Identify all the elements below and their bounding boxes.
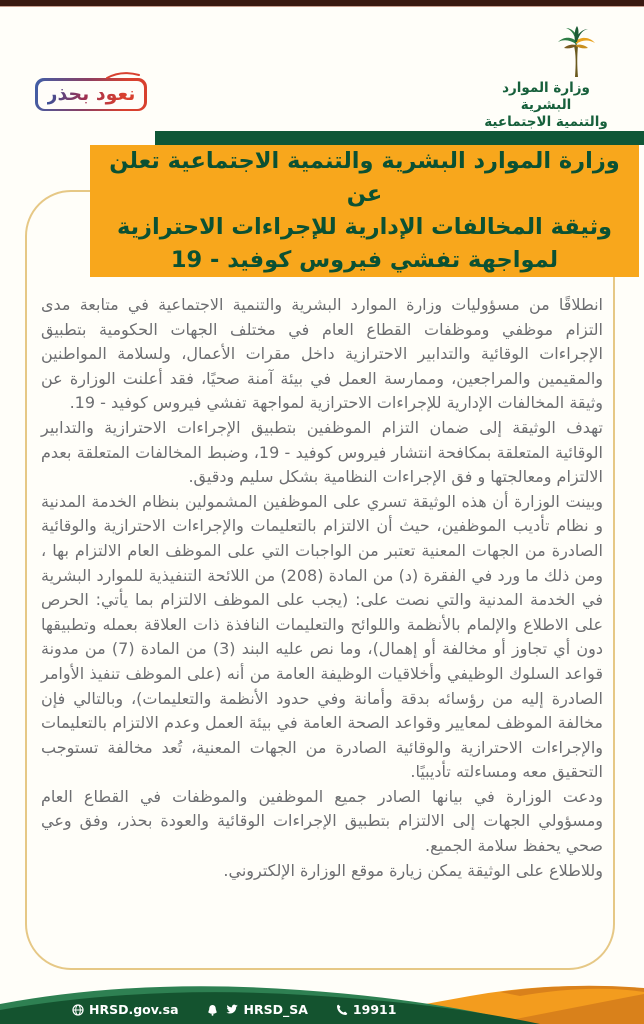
top-border-bar — [0, 0, 644, 7]
paragraph-scope: وبينت الوزارة أن هذه الوثيقة تسري على الموظفين المشمولين بنظام الخدمة المدنية و نظام تأديب الموظفين، حيث أن الالتزام بالتعليمات والإجراءات الاحترازية والوقائية الصادرة من الجهات المعنية تعتبر من الواجبات التي على الموظف العام الالتزام بها ، ومن ذلك ما ورد في الفقرة (د) من المادة (208) من اللائحة التنفيذية للموارد البشرية في الخدمة المدنية والتي نصت على: (يجب على الموظف الالتزام بما يأتي: الحرص على الاطلاع والإلمام بالأنظمة واللوائح والتعليمات النافذة ذات العلاقة بعمله وتطبيقها دون أي تجاوز أو مخالفة أو إهمال)، وما نص عليه البند (3) من المادة (7) من مدونة قواعد السلوك الوظيفي وأخلاقيات الوظيفة العامة من أنه (على الموظف تنفيذ الأوامر الصادرة إليه من رؤسائه بدقة وأمانة وفي حدود الأنظمة والتعليمات)، وبالتالي فإن مخالفة الموظف لمعايير وقواعد الصحة العامة في بيئة العمل وعدم الالتزام بالتعليمات والإجراءات الاحترازية والوقائية الصادرة من الجهات المعنية، تُعد مخالفة تستوجب التحقيق معه ومساءلته تأديبيًا. — [41, 491, 603, 782]
title-line-3: لمواجهة تفشي فيروس كوفيد - 19 — [170, 247, 559, 273]
announcement-body — [41, 293, 603, 883]
badge-swoosh-icon — [105, 70, 141, 80]
footer-wave-graphic — [0, 978, 644, 1024]
header-green-bar — [155, 131, 644, 145]
twitter-icon — [226, 1004, 239, 1016]
ministry-name-line1: وزارة الموارد البشرية — [502, 80, 590, 113]
paragraph-purpose: تهدف الوثيقة إلى ضمان التزام الموظفين بتطبيق الإجراءات الاحترازية والتدابير الوقائية المتعلقة بمكافحة انتشار فيروس كوفيد - 19، وضبط المخالفات المتعلقة بعدم الالتزام ومعالجتها و فق الإجراءات النظامية بشكل سليم ودقيق. — [41, 417, 603, 487]
badge-frame — [38, 81, 145, 109]
footer-social — [207, 1002, 308, 1017]
paragraph-intro: انطلاقًا من مسؤوليات وزارة الموارد البشرية والتنمية الاجتماعية في متابعة مدى التزام موظفي وموظفات القطاع العام في مختلف الجهات الحكومية بتطبيق الإجراءات الوقائية والتدابير الاحترازية داخل مقرات الأعمال، ولسلامة المواطنين والمقيمين والمراجعين، وممارسة العمل في بيئة آمنة صحيًا، فقد أعلنت الوزارة عن وثيقة المخالفات الإدارية للإجراءات الاحترازية لمواجهة تفشي فيروس كوفيد - 19. — [41, 295, 603, 413]
title-line-1: وزارة الموارد البشرية والتنمية الاجتماعية تعلن عن — [109, 148, 620, 207]
globe-icon — [72, 1004, 84, 1016]
paragraph-website-note: وللاطلاع على الوثيقة يمكن زيارة موقع الوزارة الإلكتروني. — [223, 860, 603, 880]
title-line-2: وثيقة المخالفات الإدارية للإجراءات الاحترازية — [116, 214, 613, 240]
footer-contact-row — [72, 1002, 396, 1017]
return-with-caution-badge — [35, 78, 147, 111]
footer-website — [72, 1002, 179, 1017]
footer-social-label: HRSD_SA — [243, 1002, 308, 1017]
phone-icon — [336, 1004, 348, 1016]
footer-phone-label: 19911 — [352, 1002, 397, 1017]
ministry-logo — [480, 26, 612, 145]
ministry-name-line2: والتنمية الاجتماعية — [484, 114, 608, 130]
footer-phone — [336, 1002, 397, 1017]
bell-icon — [207, 1004, 218, 1016]
badge-label: نعود بحذر — [46, 82, 136, 105]
footer-website-label: HRSD.gov.sa — [89, 1002, 179, 1017]
palm-tree-icon — [554, 26, 598, 78]
announcement-title-block — [90, 145, 639, 277]
paragraph-call: ودعت الوزارة في بيانها الصادر جميع الموظفين والموظفات في القطاع العام ومسؤولي الجهات إلى الالتزام بتطبيق الإجراءات الوقائية والعودة بحذر، وفق وعي صحي يحفظ سلامة الجميع. — [41, 786, 603, 856]
